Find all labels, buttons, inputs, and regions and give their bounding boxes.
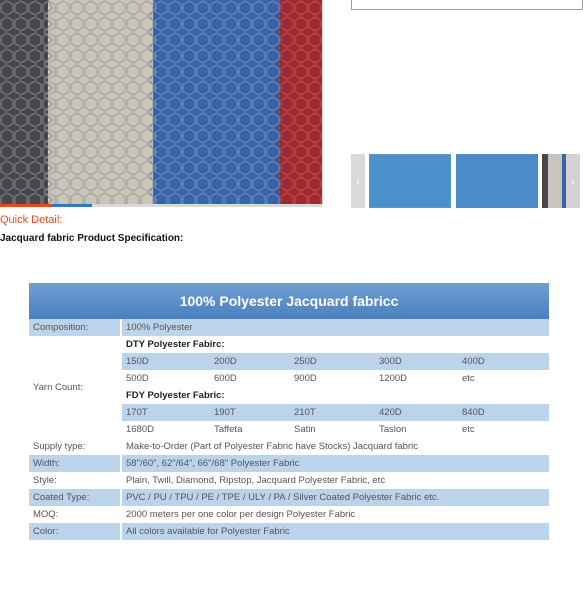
row-label: Color:	[29, 523, 121, 540]
table-cell: etc	[462, 373, 475, 384]
table-row	[29, 438, 549, 455]
row-label: Yarn Count:	[29, 336, 121, 438]
row-label: Coated Type:	[29, 489, 121, 506]
table-row	[29, 523, 549, 540]
table-cell: 420D	[379, 407, 402, 418]
table-row	[29, 489, 549, 506]
image-progress-bar	[0, 204, 322, 207]
table-row	[29, 319, 549, 336]
chevron-left-icon[interactable]: ‹	[351, 154, 365, 208]
table-cell: 170T	[126, 407, 148, 418]
thumbnail-2[interactable]	[456, 154, 538, 208]
table-cell: 900D	[294, 373, 317, 384]
fabric-swatch-image	[0, 0, 322, 204]
row-label: Width:	[29, 455, 121, 472]
spec-title: Jacquard fabric Product Specification:	[0, 233, 184, 244]
table-cell: 190T	[214, 407, 236, 418]
thumbnail-image	[369, 154, 451, 208]
row-value: All colors available for Polyester Fabric	[126, 526, 290, 537]
row-value: Plain, Twill, Diamond, Ripstop, Jacquard Polyester Fabric, etc	[126, 475, 386, 486]
thumbnail-image	[456, 154, 538, 208]
progress-accent-red	[0, 204, 52, 207]
row-value: 2000 meters per one color per design Polyester Fabric	[126, 509, 356, 520]
table-cell: 210T	[294, 407, 316, 418]
yarn-subtitle: FDY Polyester Fabric:	[126, 390, 225, 401]
row-label: Supply type:	[29, 438, 121, 455]
row-value: Make-to-Order (Part of Polyester Fabric have Stocks) Jacquard fabric	[126, 441, 418, 452]
table-cell: 400D	[462, 356, 485, 367]
table-cell: 150D	[126, 356, 149, 367]
product-info-box	[351, 0, 583, 10]
table-cell: Satin	[294, 424, 316, 435]
table-cell: 600D	[214, 373, 237, 384]
table-cell: 250D	[294, 356, 317, 367]
thumbnail-1[interactable]	[369, 154, 451, 208]
table-cell: 300D	[379, 356, 402, 367]
progress-accent-blue	[52, 204, 92, 207]
chevron-right-icon[interactable]: ›	[566, 154, 580, 208]
table-cell: 1200D	[379, 373, 407, 384]
quick-detail-heading: Quick Detail:	[0, 214, 63, 226]
spec-table	[29, 283, 549, 540]
table-cell: 200D	[214, 356, 237, 367]
table-cell: 840D	[462, 407, 485, 418]
thumbnail-image	[542, 154, 566, 208]
row-label: MOQ:	[29, 506, 121, 523]
table-cell: Taslon	[379, 424, 407, 435]
product-main-image[interactable]	[0, 0, 323, 205]
row-value: 58"/60", 62"/64", 66"/68" Polyester Fabric	[126, 458, 300, 469]
table-row	[29, 455, 549, 472]
row-value: 100% Polyester	[126, 322, 193, 333]
table-row	[29, 472, 549, 489]
table-heading: 100% Polyester Jacquard fabricc	[29, 283, 549, 319]
row-value: PVC / PU / TPU / PE / TPE / ULY / PA / Silver Coated Polyester Fabric etc.	[126, 492, 440, 503]
table-cell: 500D	[126, 373, 149, 384]
table-row	[29, 506, 549, 523]
thumbnail-strip	[351, 154, 581, 208]
table-cell: Taffeta	[214, 424, 243, 435]
table-row	[29, 336, 549, 353]
thumbnail-3[interactable]	[542, 154, 566, 208]
yarn-subtitle: DTY Polyester Fabirc:	[126, 339, 225, 350]
table-header-row	[29, 283, 549, 319]
table-cell: 1680D	[126, 424, 154, 435]
row-label: Style:	[29, 472, 121, 489]
row-label: Composition:	[29, 319, 121, 336]
table-cell: etc	[462, 424, 475, 435]
